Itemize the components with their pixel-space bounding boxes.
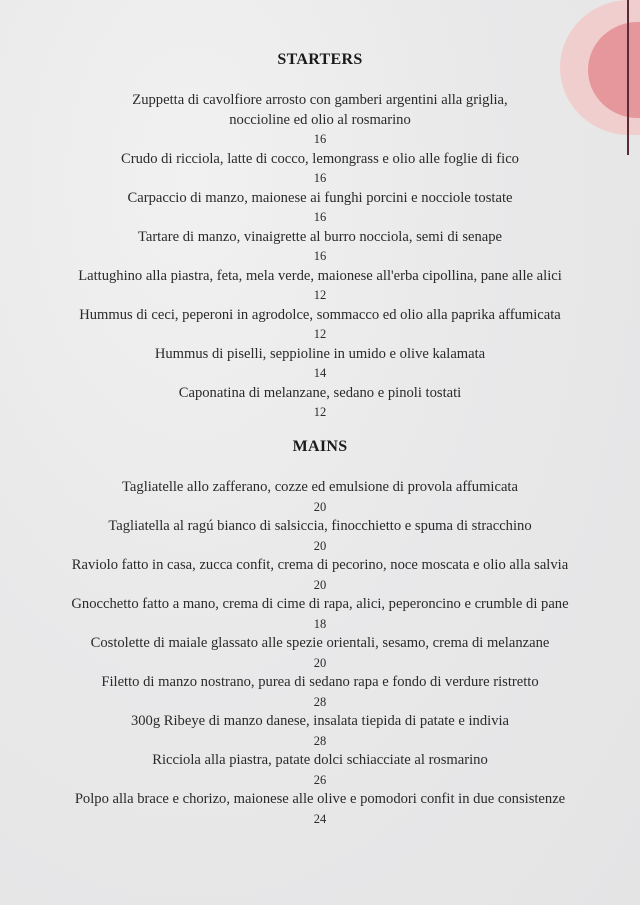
menu-item: [0, 91, 640, 150]
dish-price: 18: [313, 616, 327, 631]
dish-description: Hummus di piselli, seppioline in umido e olive kalamata: [154, 345, 486, 362]
dish-description: Tartare di manzo, vinaigrette al burro nocciola, semi di senape: [137, 228, 503, 245]
dish-description: Tagliatella al ragú bianco di salsiccia, finocchietto e spuma di stracchino: [108, 518, 532, 534]
dish-price: 20: [313, 655, 327, 670]
dish-price: 12: [313, 405, 327, 419]
dish-price: 28: [313, 694, 327, 709]
dish-price: 24: [313, 811, 327, 826]
dish-price: 28: [313, 733, 327, 748]
dish-description: Hummus di ceci, peperoni in agrodolce, sommacco ed olio alla paprika affumicata: [79, 306, 561, 323]
menu-item: [0, 384, 640, 423]
dish-price: 12: [313, 288, 327, 302]
menu-item: [0, 478, 640, 517]
dish-price: 26: [313, 772, 327, 787]
dish-description: Ricciola alla piastra, patate dolci schiacciate al rosmarino: [152, 752, 488, 768]
menu-item: [0, 673, 640, 712]
dish-price: 12: [313, 327, 327, 341]
dish-price: 14: [313, 366, 327, 380]
dish-description: noccioline ed olio al rosmarino: [229, 111, 411, 128]
dish-price: 20: [313, 499, 327, 514]
dish-description: Crudo di ricciola, latte di cocco, lemongrass e olio alle foglie di fico: [121, 150, 519, 167]
menu-item: [0, 634, 640, 673]
menu-item: [0, 790, 640, 829]
section-starters: [0, 50, 640, 423]
menu-item: [0, 228, 640, 267]
menu-item: [0, 595, 640, 634]
menu-item: [0, 712, 640, 751]
section-title: MAINS: [292, 438, 348, 455]
dish-description: Carpaccio di manzo, maionese ai funghi porcini e nocciole tostate: [127, 189, 513, 206]
dish-price: 20: [313, 577, 327, 592]
dish-price: 16: [313, 171, 327, 185]
dish-price: 16: [313, 132, 327, 146]
dish-description: Lattughino alla piastra, feta, mela verde, maionese all'erba cipollina, pane alle alici: [78, 267, 562, 284]
section-mains: [0, 437, 640, 829]
menu-list: [0, 478, 640, 829]
menu-item: [0, 751, 640, 790]
dish-description: Gnocchetto fatto a mano, crema di cime di rapa, alici, peperoncino e crumble di pane: [71, 596, 569, 612]
dish-description: Caponatina di melanzane, sedano e pinoli tostati: [178, 384, 462, 401]
menu-item: [0, 150, 640, 189]
dish-description: Polpo alla brace e chorizo, maionese alle olive e pomodori confit in due consistenze: [74, 791, 566, 807]
menu-list: [0, 91, 640, 423]
menu-item: [0, 189, 640, 228]
dish-price: 20: [313, 538, 327, 553]
dish-description: Costolette di maiale glassato alle spezie orientali, sesamo, crema di melanzane: [90, 635, 550, 651]
dish-price: 16: [313, 210, 327, 224]
menu-item: [0, 306, 640, 345]
menu-item: [0, 345, 640, 384]
dish-description: Raviolo fatto in casa, zucca confit, crema di pecorino, noce moscata e olio alla salvia: [71, 557, 569, 573]
dish-description: Zuppetta di cavolfiore arrosto con gamberi argentini alla griglia,: [132, 92, 508, 108]
menu-item: [0, 556, 640, 595]
dish-price: 16: [313, 249, 327, 263]
section-title: STARTERS: [277, 51, 363, 68]
dish-description: Filetto di manzo nostrano, purea di sedano rapa e fondo di verdure ristretto: [101, 674, 539, 690]
menu-item: [0, 267, 640, 306]
dish-description: 300g Ribeye di manzo danese, insalata tiepida di patate e indivia: [130, 713, 510, 729]
dish-description: Tagliatelle allo zafferano, cozze ed emulsione di provola affumicata: [122, 479, 518, 495]
menu-item: [0, 517, 640, 556]
